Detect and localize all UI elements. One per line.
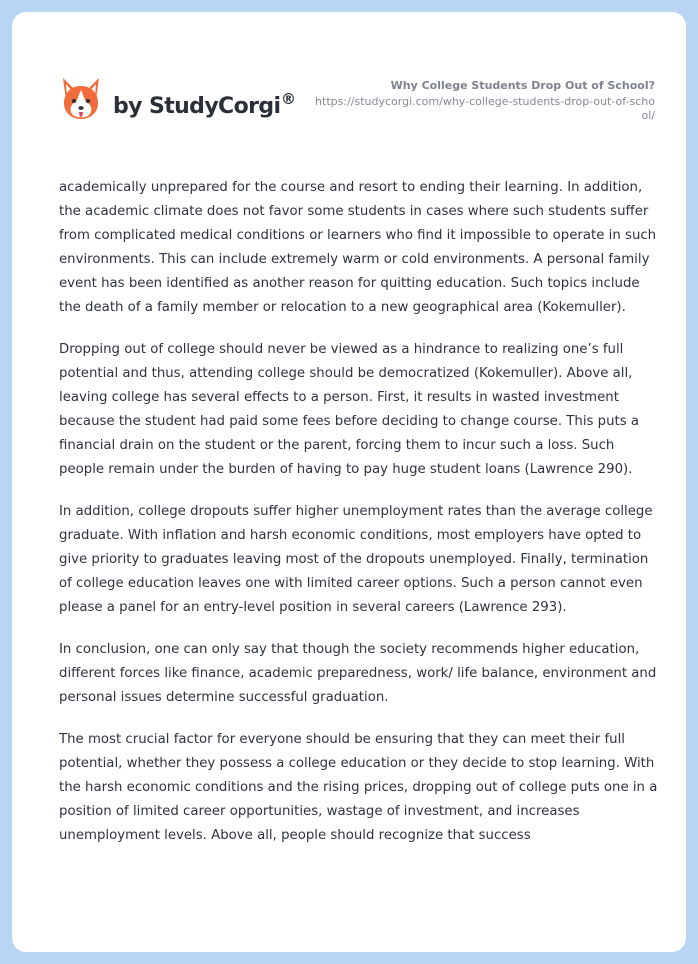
- document-url[interactable]: https://studycorgi.com/why-college-students-drop-out-of-school/: [315, 95, 655, 122]
- article-body: [59, 176, 659, 866]
- paragraph: In conclusion, one can only say that though the society recommends higher education, different forces like finance, academic preparedness, work/ life balance, environment and personal issues determine successful graduation.: [59, 642, 657, 705]
- document-title: Why College Students Drop Out of School?: [390, 79, 655, 92]
- document-meta: [315, 78, 655, 123]
- paragraph: Dropping out of college should never be viewed as a hindrance to realizing one’s full potential and thus, attending college should be democratized (Kokemuller). Above all, leaving college has several effects to a person. First, it results in wasted investment because the student had paid some fees before deciding to change course. This puts a financial drain on the student or the parent, forcing them to incur such a loss. Such people remain under the burden of having to pay huge student loans (Lawrence 290).: [59, 342, 640, 477]
- corgi-logo-icon: [60, 76, 102, 122]
- paragraph: academically unprepared for the course and resort to ending their learning. In addition, the academic climate does not favor some students in cases where such students suffer from complicated medical conditions or learners who find it impossible to operate in such environments. This can include extremely warm or cold environments. A personal family event has been identified as another reason for quitting education. Such topics include the death of a family member or relocation to a new geographical area (Kokemuller).: [59, 180, 657, 315]
- document-header: [12, 12, 686, 152]
- brand-name[interactable]: by StudyCorgi: [113, 94, 281, 119]
- paragraph: The most crucial factor for everyone should be ensuring that they can meet their full potential, whether they possess a college education or they decide to stop learning. With the harsh economic conditions and the rising prices, dropping out of college puts one in a position of limited career opportunities, wastage of investment, and increases unemployment levels. Above all, people should recognize that success: [59, 732, 658, 843]
- registered-mark: ®: [281, 90, 296, 108]
- document-page: [12, 12, 686, 952]
- paragraph: In addition, college dropouts suffer higher unemployment rates than the average college graduate. With inflation and harsh economic conditions, most employers have opted to give priority to graduates leaving most of the dropouts unemployed. Finally, termination of college education leaves one with limited career options. Such a person cannot even please a panel for an entry-level position in several careers (Lawrence 293).: [59, 504, 653, 615]
